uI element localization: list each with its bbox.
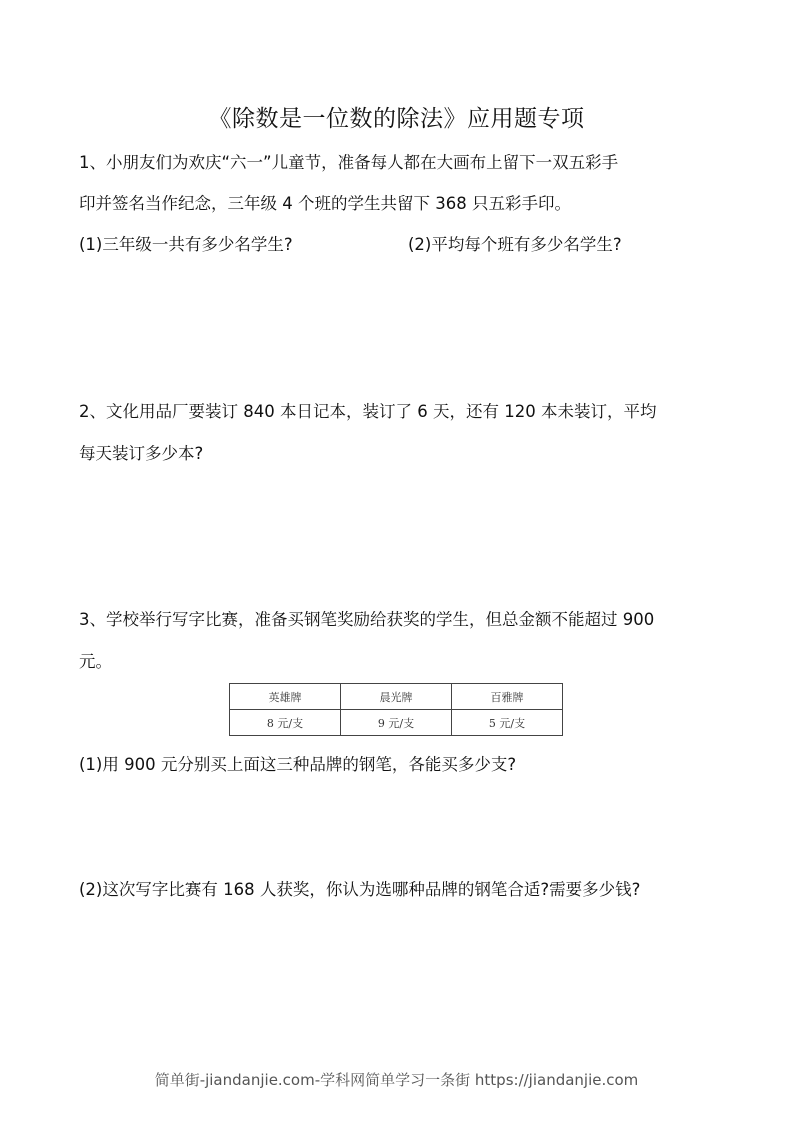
page-title: 《除数是一位数的除法》应用题专项 [208, 106, 585, 132]
price-baiya: 5 元/支 [452, 710, 563, 736]
question-1-line-2: 印并签名当作纪念，三年级 4 个班的学生共留下 368 只五彩手印。 [79, 194, 571, 213]
question-1-line-1: 1、小朋友们为欢庆“六一”儿童节，准备每人都在大画布上留下一双五彩手 [79, 153, 619, 172]
pen-price-table [229, 683, 563, 736]
question-1-sub-2: (2)平均每个班有多少名学生? [408, 235, 622, 254]
table-price-row [230, 710, 563, 736]
brand-chenguang: 晨光牌 [341, 684, 452, 710]
question-3-line-2: 元。 [79, 652, 112, 671]
question-3-line-1: 3、学校举行写字比赛，准备买钢笔奖励给获奖的学生，但总金额不能超过 900 [79, 610, 655, 629]
footer-watermark: 简单街-jiandanjie.com-学科网简单学习一条街 https://jiandanjie.com [154, 1071, 639, 1089]
brand-baiya: 百雅牌 [452, 684, 563, 710]
question-3-sub-2: (2)这次写字比赛有 168 人获奖，你认为选哪种品牌的钢笔合适?需要多少钱? [79, 880, 641, 899]
question-2-line-2: 每天装订多少本? [79, 444, 204, 463]
question-3-sub-1: (1)用 900 元分别买上面这三种品牌的钢笔，各能买多少支? [79, 755, 517, 774]
price-chenguang: 9 元/支 [341, 710, 452, 736]
table-header-row [230, 684, 563, 710]
question-1-sub-1: (1)三年级一共有多少名学生? [79, 235, 293, 254]
brand-yingxiong: 英雄牌 [230, 684, 341, 710]
question-2-line-1: 2、文化用品厂要装订 840 本日记本，装订了 6 天，还有 120 本未装订，平均 [79, 402, 657, 421]
price-yingxiong: 8 元/支 [230, 710, 341, 736]
